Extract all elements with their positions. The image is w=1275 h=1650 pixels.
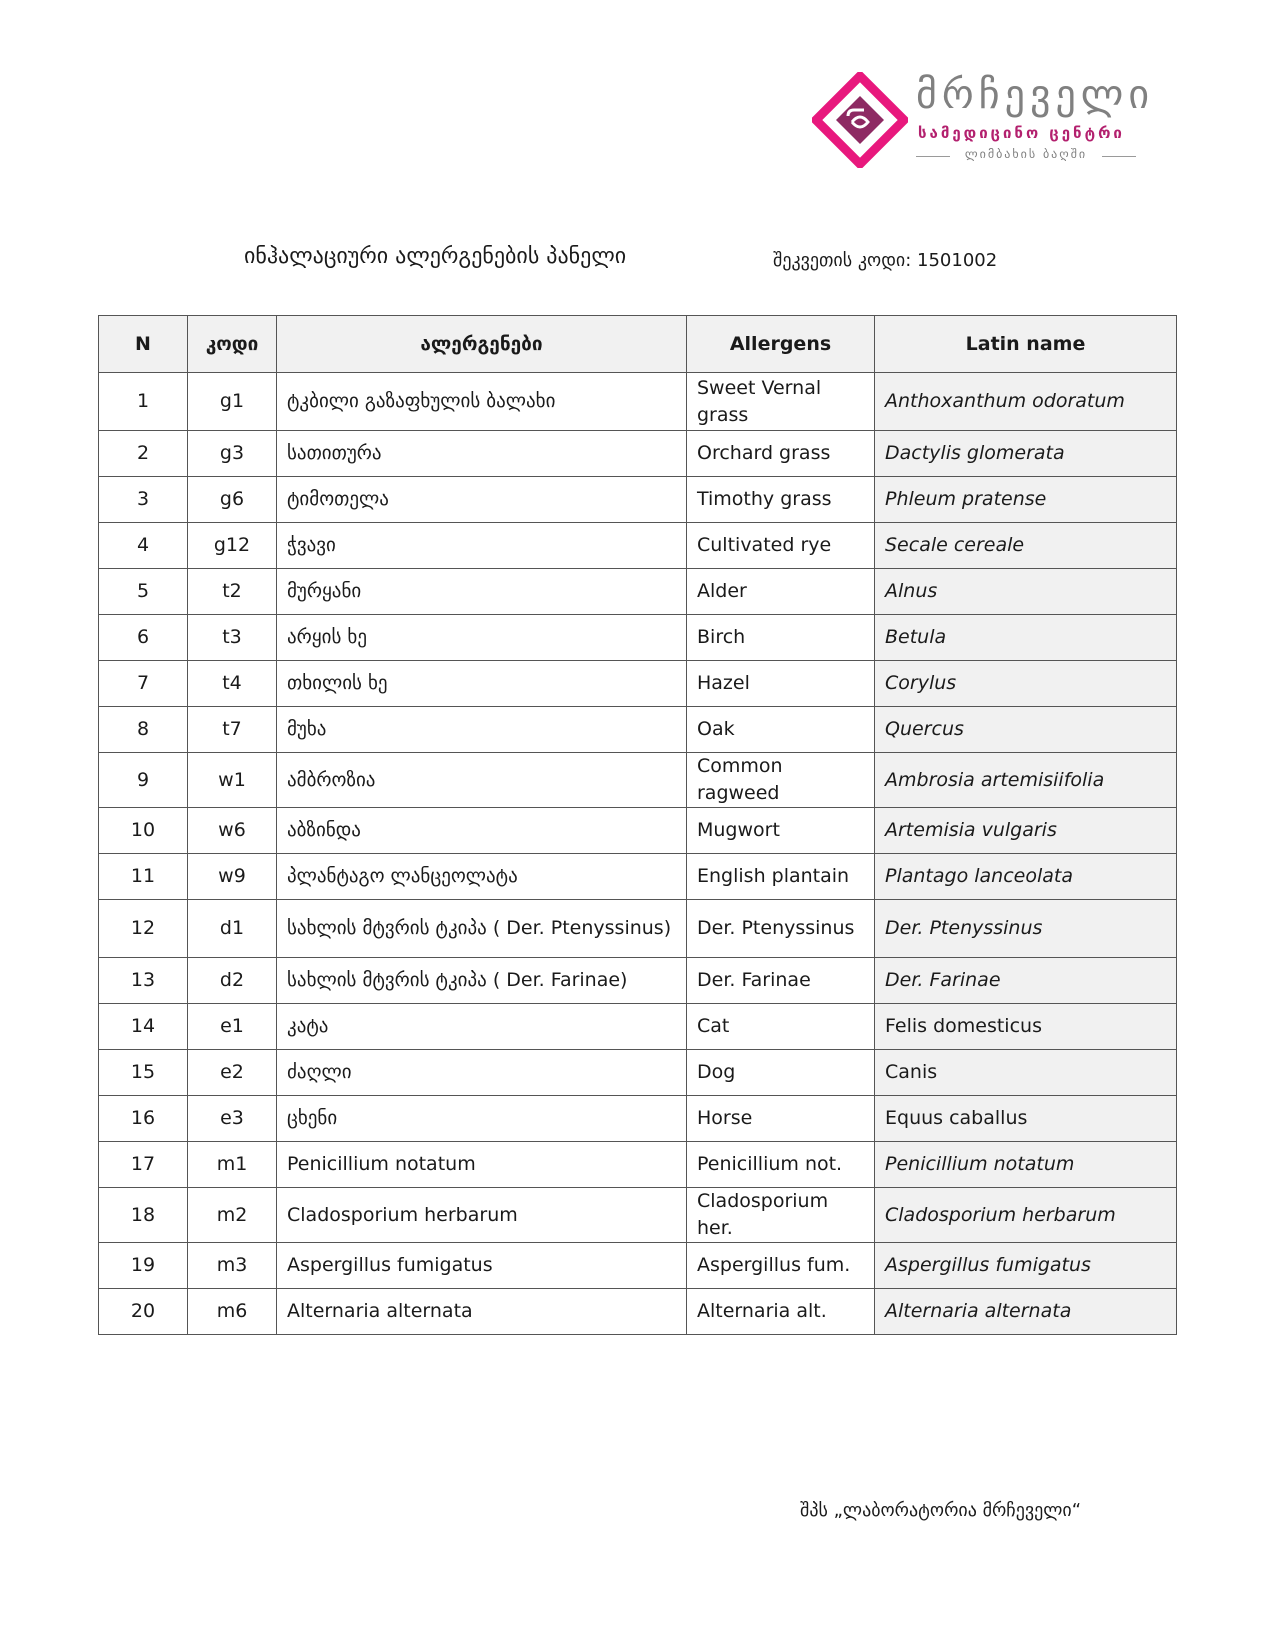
- cell-allergen-ka: [277, 1004, 687, 1050]
- cell-number: [99, 1096, 188, 1142]
- header-n: N: [99, 316, 188, 373]
- cell-code-text: d2: [219, 969, 245, 991]
- cell-allergen-en: [687, 615, 875, 661]
- cell-allergen-en: [687, 1142, 875, 1188]
- cell-latin-name-text: Ambrosia artemisiifolia: [885, 768, 1105, 791]
- cell-code-text: e3: [220, 1107, 244, 1129]
- cell-allergen-ka-text: აბზინდა: [287, 819, 361, 841]
- cell-allergen-en: [687, 753, 875, 808]
- cell-number-text: 5: [136, 580, 150, 602]
- cell-code-text: t4: [222, 672, 242, 694]
- cell-number-text: 8: [136, 718, 150, 740]
- cell-latin-name-text: Quercus: [885, 718, 964, 740]
- brand-logo: [812, 72, 1155, 172]
- footer-company: შპს „ლაბორატორია მრჩეველი“: [800, 1500, 1082, 1521]
- table-row: [99, 958, 1177, 1004]
- cell-allergen-en-text: Birch: [697, 626, 746, 648]
- cell-latin-name: [875, 1289, 1177, 1335]
- cell-allergen-ka: [277, 615, 687, 661]
- table-row: [99, 523, 1177, 569]
- cell-number: [99, 1050, 188, 1096]
- cell-number: [99, 569, 188, 615]
- cell-code: [188, 661, 277, 707]
- cell-allergen-ka-text: ჭვავი: [287, 534, 336, 556]
- cell-latin-name: [875, 661, 1177, 707]
- cell-allergen-en: [687, 900, 875, 958]
- cell-latin-name-text: Penicillium notatum: [885, 1153, 1075, 1175]
- cell-code: [188, 1050, 277, 1096]
- cell-latin-name-text: Der. Farinae: [885, 969, 1001, 991]
- cell-allergen-ka: [277, 707, 687, 753]
- cell-allergen-en: [687, 569, 875, 615]
- table-header-row: [99, 316, 1177, 373]
- cell-latin-name: [875, 1004, 1177, 1050]
- cell-code-text: w9: [218, 865, 246, 887]
- cell-allergen-ka: [277, 1243, 687, 1289]
- cell-latin-name-text: Cladosporium herbarum: [885, 1203, 1116, 1226]
- cell-latin-name-text: Equus caballus: [885, 1107, 1028, 1129]
- allergen-table: [98, 315, 1177, 1335]
- table-row: [99, 707, 1177, 753]
- cell-number: [99, 373, 188, 431]
- cell-latin-name: [875, 1142, 1177, 1188]
- cell-allergen-ka: [277, 753, 687, 808]
- cell-allergen-en: [687, 958, 875, 1004]
- cell-latin-name-text: Corylus: [885, 672, 957, 694]
- cell-number: [99, 477, 188, 523]
- cell-allergen-en-text: Der. Ptenyssinus: [697, 917, 855, 939]
- table-row: [99, 661, 1177, 707]
- cell-allergen-en: [687, 1243, 875, 1289]
- allergen-table-body: [99, 373, 1177, 1335]
- cell-number: [99, 1243, 188, 1289]
- cell-code: [188, 1004, 277, 1050]
- table-row: [99, 808, 1177, 854]
- cell-allergen-en-text: Mugwort: [697, 819, 780, 841]
- cell-code: [188, 753, 277, 808]
- cell-number: [99, 958, 188, 1004]
- table-row: [99, 373, 1177, 431]
- cell-code: [188, 569, 277, 615]
- cell-allergen-ka-text: სახლის მტვრის ტკიპა ( Der. Farinae): [287, 969, 628, 991]
- cell-number-text: 16: [130, 1107, 156, 1129]
- cell-allergen-ka-text: Alternaria alternata: [287, 1300, 473, 1322]
- cell-allergen-en-text: Sweet Vernal grass: [697, 376, 822, 426]
- cell-allergen-ka: [277, 1188, 687, 1243]
- cell-latin-name: [875, 373, 1177, 431]
- cell-code: [188, 958, 277, 1004]
- cell-allergen-ka-text: სათითურა: [287, 442, 382, 464]
- cell-number: [99, 1004, 188, 1050]
- cell-number-text: 11: [130, 865, 156, 887]
- cell-code-text: t3: [222, 626, 242, 648]
- cell-number-text: 3: [136, 488, 150, 510]
- cell-number-text: 7: [136, 672, 150, 694]
- brand-location-row: [916, 146, 1136, 166]
- cell-number: [99, 1188, 188, 1243]
- cell-allergen-en-text: Cladosporium her.: [697, 1190, 829, 1239]
- cell-code-text: g6: [219, 488, 245, 510]
- cell-code-text: w1: [218, 768, 246, 791]
- cell-number-text: 13: [130, 969, 156, 991]
- cell-allergen-en: [687, 477, 875, 523]
- cell-latin-name-text: Der. Ptenyssinus: [885, 917, 1043, 939]
- cell-number: [99, 431, 188, 477]
- cell-number: [99, 661, 188, 707]
- cell-latin-name: [875, 1096, 1177, 1142]
- cell-allergen-ka: [277, 900, 687, 958]
- cell-number-text: 6: [136, 626, 150, 648]
- cell-latin-name: [875, 569, 1177, 615]
- cell-number-text: 17: [130, 1153, 156, 1175]
- cell-code-text: m2: [216, 1203, 248, 1226]
- cell-code: [188, 854, 277, 900]
- cell-number: [99, 1289, 188, 1335]
- cell-number-text: 4: [136, 534, 150, 556]
- cell-code-text: g1: [219, 390, 245, 412]
- cell-code: [188, 431, 277, 477]
- cell-allergen-en-text: Horse: [697, 1107, 753, 1129]
- cell-code-text: m1: [216, 1153, 248, 1175]
- cell-latin-name-text: Felis domesticus: [885, 1015, 1042, 1037]
- cell-number-text: 1: [136, 390, 150, 412]
- cell-number-text: 19: [130, 1254, 156, 1276]
- table-row: [99, 1096, 1177, 1142]
- cell-code: [188, 1142, 277, 1188]
- cell-latin-name: [875, 753, 1177, 808]
- cell-allergen-en-text: Alternaria alt.: [697, 1300, 827, 1322]
- cell-latin-name: [875, 523, 1177, 569]
- cell-code: [188, 1188, 277, 1243]
- cell-allergen-en: [687, 1096, 875, 1142]
- table-row: [99, 477, 1177, 523]
- cell-code: [188, 615, 277, 661]
- cell-allergen-en-text: Alder: [697, 580, 747, 602]
- cell-number: [99, 523, 188, 569]
- cell-latin-name-text: Alnus: [885, 580, 938, 602]
- cell-allergen-en-text: Timothy grass: [697, 488, 832, 510]
- cell-latin-name-text: Alternaria alternata: [885, 1300, 1072, 1322]
- cell-number: [99, 1142, 188, 1188]
- cell-latin-name: [875, 707, 1177, 753]
- cell-code: [188, 373, 277, 431]
- header-allergens-en: Allergens: [687, 316, 875, 373]
- cell-latin-name: [875, 477, 1177, 523]
- cell-allergen-ka-text: Aspergillus fumigatus: [287, 1254, 493, 1276]
- cell-latin-name: [875, 854, 1177, 900]
- cell-latin-name: [875, 808, 1177, 854]
- cell-latin-name-text: Anthoxanthum odoratum: [885, 390, 1125, 412]
- table-row: [99, 615, 1177, 661]
- cell-code-text: g12: [213, 534, 251, 556]
- cell-number-text: 10: [130, 819, 156, 841]
- logo-diamond-icon: [812, 72, 908, 168]
- cell-allergen-ka-text: მუხა: [287, 718, 327, 740]
- cell-latin-name: [875, 431, 1177, 477]
- header-latin-name: Latin name: [875, 316, 1177, 373]
- cell-number-text: 15: [130, 1061, 156, 1083]
- cell-number-text: 9: [136, 768, 150, 791]
- cell-allergen-en: [687, 431, 875, 477]
- logo-divider-left: [916, 156, 950, 157]
- cell-allergen-ka: [277, 958, 687, 1004]
- cell-allergen-ka: [277, 1142, 687, 1188]
- cell-latin-name: [875, 1243, 1177, 1289]
- cell-latin-name-text: Secale cereale: [885, 534, 1025, 556]
- cell-allergen-ka: [277, 523, 687, 569]
- cell-code: [188, 1289, 277, 1335]
- cell-number: [99, 808, 188, 854]
- cell-code-text: g3: [219, 442, 245, 464]
- cell-latin-name-text: Artemisia vulgaris: [885, 819, 1057, 841]
- document-title: ინჰალაციური ალერგენების პანელი: [244, 244, 627, 269]
- table-row: [99, 1004, 1177, 1050]
- table-row: [99, 569, 1177, 615]
- cell-code-text: t2: [222, 580, 242, 602]
- cell-allergen-ka: [277, 854, 687, 900]
- cell-code: [188, 1243, 277, 1289]
- cell-latin-name: [875, 958, 1177, 1004]
- cell-allergen-ka-text: ძაღლი: [287, 1061, 352, 1083]
- cell-allergen-ka: [277, 569, 687, 615]
- cell-allergen-ka-text: ცხენი: [287, 1107, 338, 1129]
- cell-allergen-ka-text: ამბროზია: [287, 768, 376, 791]
- cell-number-text: 20: [130, 1300, 156, 1322]
- cell-allergen-en-text: Dog: [697, 1061, 736, 1083]
- cell-code: [188, 707, 277, 753]
- cell-allergen-en: [687, 661, 875, 707]
- table-row: [99, 753, 1177, 808]
- table-row: [99, 1289, 1177, 1335]
- cell-allergen-ka-text: Penicillium notatum: [287, 1153, 476, 1175]
- cell-allergen-ka-text: არყის ხე: [287, 626, 367, 648]
- cell-allergen-en: [687, 373, 875, 431]
- table-row: [99, 1142, 1177, 1188]
- cell-number-text: 12: [130, 917, 156, 939]
- cell-code: [188, 900, 277, 958]
- cell-allergen-en: [687, 1004, 875, 1050]
- cell-allergen-ka: [277, 1096, 687, 1142]
- cell-allergen-ka-text: პლანტაგო ლანცეოლატა: [287, 865, 518, 887]
- cell-allergen-en-text: Der. Farinae: [697, 969, 811, 991]
- cell-latin-name-text: Plantago lanceolata: [885, 865, 1073, 887]
- brand-name: მრჩეველი: [916, 72, 1155, 118]
- cell-code-text: m3: [216, 1254, 248, 1276]
- cell-code-text: t7: [222, 718, 242, 740]
- cell-allergen-en-text: Orchard grass: [697, 442, 831, 464]
- cell-code-text: e2: [220, 1061, 244, 1083]
- cell-allergen-en-text: Common ragweed: [697, 755, 783, 804]
- cell-code: [188, 1096, 277, 1142]
- cell-latin-name: [875, 900, 1177, 958]
- cell-allergen-en-text: English plantain: [697, 865, 850, 887]
- order-code: შეკვეთის კოდი: 1501002: [773, 250, 998, 271]
- table-row: [99, 1188, 1177, 1243]
- cell-latin-name-text: Phleum pratense: [885, 488, 1047, 510]
- logo-divider-right: [1102, 156, 1136, 157]
- cell-code: [188, 808, 277, 854]
- cell-allergen-ka: [277, 477, 687, 523]
- cell-code-text: d1: [219, 917, 245, 939]
- cell-allergen-ka-text: ტკბილი გაზაფხულის ბალახი: [287, 390, 556, 412]
- cell-allergen-ka: [277, 431, 687, 477]
- cell-number-text: 2: [136, 442, 150, 464]
- cell-allergen-ka: [277, 373, 687, 431]
- cell-allergen-en-text: Cat: [697, 1015, 730, 1037]
- cell-number: [99, 753, 188, 808]
- cell-number-text: 14: [130, 1015, 156, 1037]
- cell-number: [99, 854, 188, 900]
- header-allergens-ka: ალერგენები: [277, 316, 687, 373]
- cell-allergen-ka-text: სახლის მტვრის ტკიპა ( Der. Ptenyssinus): [287, 917, 672, 939]
- table-row: [99, 1243, 1177, 1289]
- cell-number: [99, 615, 188, 661]
- cell-allergen-en-text: Cultivated rye: [697, 534, 832, 556]
- cell-allergen-ka: [277, 808, 687, 854]
- cell-code: [188, 523, 277, 569]
- cell-allergen-en: [687, 523, 875, 569]
- cell-allergen-ka-text: ტიმოთელა: [287, 488, 389, 510]
- cell-latin-name-text: Betula: [885, 626, 947, 648]
- cell-latin-name-text: Canis: [885, 1061, 938, 1083]
- header-code: კოდი: [188, 316, 277, 373]
- table-row: [99, 1050, 1177, 1096]
- table-row: [99, 431, 1177, 477]
- cell-allergen-en-text: Aspergillus fum.: [697, 1254, 851, 1276]
- cell-code-text: w6: [218, 819, 246, 841]
- cell-allergen-ka-text: თხილის ხე: [287, 672, 388, 694]
- cell-allergen-ka: [277, 1050, 687, 1096]
- cell-allergen-en: [687, 1188, 875, 1243]
- cell-allergen-ka-text: მურყანი: [287, 580, 362, 602]
- cell-code-text: m6: [216, 1300, 248, 1322]
- table-row: [99, 900, 1177, 958]
- cell-latin-name-text: Dactylis glomerata: [885, 442, 1065, 464]
- cell-allergen-ka: [277, 1289, 687, 1335]
- cell-allergen-en-text: Oak: [697, 718, 735, 740]
- cell-allergen-en: [687, 1289, 875, 1335]
- cell-number: [99, 707, 188, 753]
- cell-allergen-en: [687, 854, 875, 900]
- cell-allergen-en: [687, 808, 875, 854]
- cell-latin-name: [875, 1188, 1177, 1243]
- cell-latin-name: [875, 615, 1177, 661]
- cell-allergen-en: [687, 1050, 875, 1096]
- cell-latin-name-text: Aspergillus fumigatus: [885, 1254, 1091, 1276]
- cell-number: [99, 900, 188, 958]
- cell-allergen-en: [687, 707, 875, 753]
- cell-code-text: e1: [220, 1015, 244, 1037]
- cell-allergen-en-text: Penicillium not.: [697, 1153, 843, 1175]
- cell-allergen-ka: [277, 661, 687, 707]
- table-row: [99, 854, 1177, 900]
- cell-latin-name: [875, 1050, 1177, 1096]
- cell-code: [188, 477, 277, 523]
- brand-location: ლიმბახის ბაღში: [964, 147, 1088, 161]
- brand-subtitle: სამედიცინო ცენტრი: [918, 124, 1125, 142]
- cell-allergen-en-text: Hazel: [697, 672, 750, 694]
- cell-number-text: 18: [130, 1203, 156, 1226]
- cell-allergen-ka-text: Cladosporium herbarum: [287, 1203, 518, 1226]
- cell-allergen-ka-text: კატა: [287, 1015, 329, 1037]
